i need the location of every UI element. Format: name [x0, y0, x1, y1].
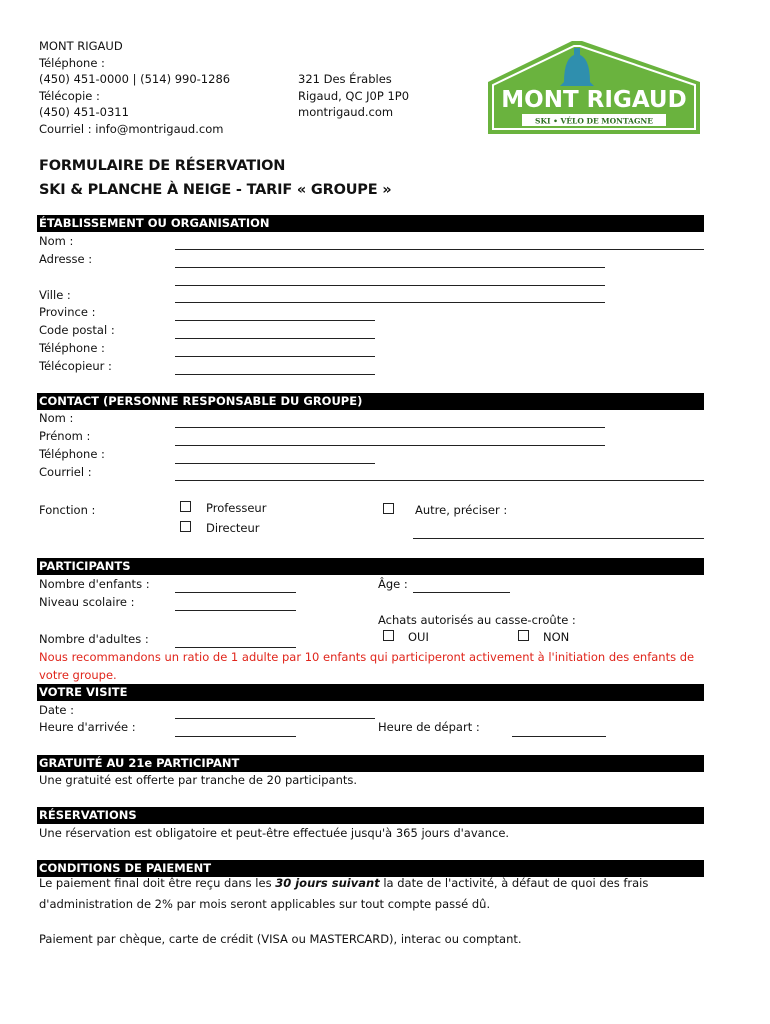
school-level-label: Niveau scolaire : — [39, 595, 135, 609]
payment-text-1c: la date de l'activité, à défaut de quoi des frais — [379, 876, 649, 890]
phone-numbers: (450) 451-0000 | (514) 990-1286 — [39, 72, 231, 86]
contact-name-field[interactable] — [175, 427, 605, 428]
logo-tagline: SKI • VÉLO DE MONTAGNE — [535, 116, 653, 126]
departure-field[interactable] — [512, 736, 606, 737]
adults-count-field[interactable] — [175, 647, 296, 648]
age-field[interactable] — [413, 592, 510, 593]
org-phone-label: Téléphone : — [39, 341, 105, 355]
org-city-field[interactable] — [175, 302, 605, 303]
contact-email-field[interactable] — [175, 480, 704, 481]
contact-phone-label: Téléphone : — [39, 447, 105, 461]
org-fax-field[interactable] — [175, 374, 375, 375]
org-address-field-2[interactable] — [175, 285, 605, 286]
ratio-note-line1: Nous recommandons un ratio de 1 adulte par 10 enfants qui participeront activement à l'initiation des enfants de — [39, 650, 695, 664]
professeur-checkbox[interactable] — [180, 501, 191, 512]
logo-graphic — [484, 38, 704, 139]
ratio-note-line2: votre groupe. — [39, 668, 117, 682]
mont-rigaud-logo — [484, 38, 704, 139]
payment-methods: Paiement par chèque, carte de crédit (VISA ou MASTERCARD), interac ou comptant. — [39, 932, 522, 946]
org-name-label: Nom : — [39, 234, 74, 248]
org-address-label: Adresse : — [39, 252, 93, 266]
school-level-field[interactable] — [175, 610, 296, 611]
reservations-text: Une réservation est obligatoire et peut-être effectuée jusqu'à 365 jours d'avance. — [39, 826, 510, 840]
org-postal-field[interactable] — [175, 338, 375, 339]
autre-field[interactable] — [413, 538, 704, 539]
org-fax-label: Télécopieur : — [39, 359, 112, 373]
contact-info — [39, 38, 230, 137]
org-city-label: Ville : — [39, 288, 71, 302]
oui-checkbox[interactable] — [383, 630, 394, 641]
age-label: Âge : — [378, 577, 408, 591]
form-title: FORMULAIRE DE RÉSERVATION — [39, 158, 286, 174]
section-header-payment: CONDITIONS DE PAIEMENT — [37, 860, 704, 877]
section-header-participants: PARTICIPANTS — [37, 558, 704, 575]
date-field[interactable] — [175, 718, 375, 719]
autre-label: Autre, préciser : — [415, 503, 508, 517]
fax-label: Télécopie : — [39, 88, 100, 103]
payment-text-1a: Le paiement final doit être reçu dans les — [39, 876, 276, 890]
date-label: Date : — [39, 703, 75, 717]
payment-deadline: 30 jours suivant — [275, 876, 380, 890]
contact-firstname-label: Prénom : — [39, 429, 91, 443]
directeur-checkbox[interactable] — [180, 521, 191, 532]
directeur-label: Directeur — [206, 521, 260, 535]
professeur-label: Professeur — [206, 501, 267, 515]
form-subtitle: SKI & PLANCHE À NEIGE - TARIF « GROUPE » — [39, 182, 392, 198]
children-count-label: Nombre d'enfants : — [39, 577, 150, 591]
company-name: MONT RIGAUD — [39, 39, 123, 53]
snack-bar-label: Achats autorisés au casse-croûte : — [378, 613, 576, 627]
contact-firstname-field[interactable] — [175, 445, 605, 446]
autre-checkbox[interactable] — [383, 503, 394, 514]
email: Courriel : info@montrigaud.com — [39, 121, 224, 136]
street-address: 321 Des Érables — [298, 72, 392, 86]
phone-label: Téléphone : — [39, 55, 105, 70]
section-header-reservations: RÉSERVATIONS — [37, 807, 704, 824]
non-label: NON — [543, 630, 570, 644]
section-header-free: GRATUITÉ AU 21e PARTICIPANT — [37, 755, 704, 772]
contact-phone-field[interactable] — [175, 463, 375, 464]
arrival-label: Heure d'arrivée : — [39, 720, 136, 734]
payment-text-line1 — [39, 876, 648, 890]
section-header-contact: CONTACT (PERSONNE RESPONSABLE DU GROUPE) — [37, 393, 704, 410]
address-block — [298, 71, 409, 121]
website: montrigaud.com — [298, 105, 394, 119]
arrival-field[interactable] — [175, 736, 296, 737]
non-checkbox[interactable] — [518, 630, 529, 641]
oui-label: OUI — [408, 630, 429, 644]
org-phone-field[interactable] — [175, 356, 375, 357]
departure-label: Heure de départ : — [378, 720, 480, 734]
section-header-organisation: ÉTABLISSEMENT OU ORGANISATION — [37, 215, 704, 232]
section-header-visit: VOTRE VISITE — [37, 684, 704, 701]
logo-name: MONT RIGAUD — [501, 87, 687, 113]
org-province-field[interactable] — [175, 320, 375, 321]
city-postal: Rigaud, QC J0P 1P0 — [298, 88, 410, 103]
free-text: Une gratuité est offerte par tranche de 20 participants. — [39, 773, 358, 787]
contact-email-label: Courriel : — [39, 465, 92, 479]
contact-name-label: Nom : — [39, 411, 74, 425]
org-address-field-1[interactable] — [175, 267, 605, 268]
org-postal-label: Code postal : — [39, 323, 115, 337]
fax-number: (450) 451-0311 — [39, 105, 129, 119]
payment-text-line2: d'administration de 2% par mois seront applicables sur tout compte passé dû. — [39, 897, 491, 911]
org-province-label: Province : — [39, 305, 96, 319]
adults-count-label: Nombre d'adultes : — [39, 632, 149, 646]
contact-function-label: Fonction : — [39, 503, 96, 517]
children-count-field[interactable] — [175, 592, 296, 593]
org-name-field[interactable] — [175, 249, 704, 250]
